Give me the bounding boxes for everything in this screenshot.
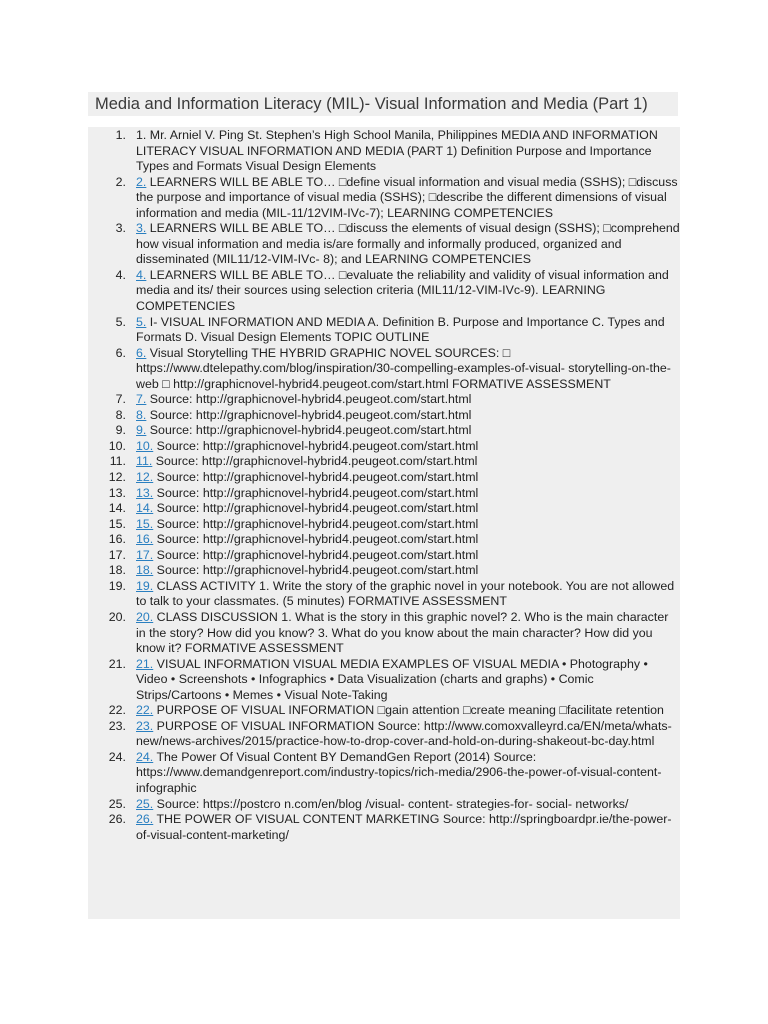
list-item — [100, 315, 680, 346]
slide-link[interactable]: 3. — [136, 221, 147, 236]
item-text: PURPOSE OF VISUAL INFORMATION □gain attention □create meaning □facilitate retention — [153, 703, 664, 718]
item-number: 10. — [108, 438, 126, 453]
item-number: 17. — [108, 547, 126, 562]
slide-link[interactable]: 6. — [136, 345, 147, 360]
slide-link[interactable]: 25. — [136, 796, 154, 811]
list-item — [100, 221, 680, 268]
item-number: 4. — [115, 267, 126, 282]
list-item — [100, 439, 680, 455]
item-text: Visual Storytelling THE HYBRID GRAPHIC NOVEL SOURCES: □ https://www.dtelepathy.com/blog/inspiration/30-compelling-examples-of-visual- storytelling-on-the-web □ http://graphicnovel-hybrid4.peugeot.com/start.html FORMATIVE ASSESSMENT — [136, 345, 671, 391]
item-number: 5. — [115, 314, 126, 329]
item-text: The Power Of Visual Content BY DemandGen Report (2014) Source: https://www.demandgenreport.com/industry-topics/rich-media/2906-the-power-of-visual-content-infographic — [136, 749, 662, 795]
list-item — [100, 703, 680, 719]
list-item — [100, 268, 680, 315]
item-number: 20. — [108, 609, 126, 624]
item-text: Source: http://graphicnovel-hybrid4.peugeot.com/start.html — [153, 532, 479, 547]
slide-link[interactable]: 4. — [136, 267, 147, 282]
slide-link[interactable]: 11. — [136, 454, 153, 469]
slide-link[interactable]: 21. — [136, 656, 154, 671]
item-number: 25. — [108, 796, 126, 811]
item-number: 11. — [109, 454, 126, 469]
list-item — [100, 610, 680, 657]
list-item — [100, 517, 680, 533]
item-text: Source: http://graphicnovel-hybrid4.peugeot.com/start.html — [153, 547, 479, 562]
item-text: CLASS ACTIVITY 1. Write the story of the graphic novel in your notebook. You are not allowed to talk to your classmates. (5 minutes) FORMATIVE ASSESSMENT — [136, 578, 675, 609]
item-text: Source: http://graphicnovel-hybrid4.peugeot.com/start.html — [153, 438, 479, 453]
list-item — [100, 797, 680, 813]
slide-link[interactable]: 7. — [136, 392, 147, 407]
slide-link[interactable]: 12. — [136, 470, 154, 485]
item-text: VISUAL INFORMATION VISUAL MEDIA EXAMPLES OF VISUAL MEDIA • Photography • Video • Screenshots • Infographics • Data Visualization (charts and graphs) • Comic Strips/Cartoons • Memes • Visual Note-Taking — [136, 656, 648, 702]
slide-link[interactable]: 20. — [136, 609, 154, 624]
item-text: THE POWER OF VISUAL CONTENT MARKETING Source: http://springboardpr.ie/the-power-of-visual-content-marketing/ — [136, 812, 672, 842]
item-text: Source: http://graphicnovel-hybrid4.peugeot.com/start.html — [153, 516, 479, 531]
item-number: 2. — [115, 174, 126, 189]
slide-link[interactable]: 9. — [136, 423, 147, 438]
item-text: LEARNERS WILL BE ABLE TO… □evaluate the reliability and validity of visual information and media and its/ their sources using selection criteria (MIL11/12-VIM-IVc-9). LEARNING COMPETENCIES — [136, 267, 669, 314]
list-item — [100, 454, 680, 470]
item-number: 14. — [108, 501, 126, 516]
list-item — [100, 175, 680, 222]
slide-list — [100, 128, 680, 843]
item-text: Source: https://postcro n.com/en/blog /visual- content- strategies-for- social- networks/ — [153, 796, 629, 811]
item-number: 26. — [108, 812, 126, 827]
list-item — [100, 470, 680, 486]
list-item — [100, 128, 680, 175]
list-item — [100, 408, 680, 424]
item-text: I- VISUAL INFORMATION AND MEDIA A. Definition B. Purpose and Importance C. Types and Formats D. Visual Design Elements TOPIC OUTLINE — [136, 314, 665, 345]
slide-link[interactable]: 14. — [136, 501, 154, 516]
item-number: 3. — [115, 221, 126, 236]
item-number: 21. — [108, 656, 126, 671]
slide-link[interactable]: 8. — [136, 407, 147, 422]
item-number: 9. — [115, 423, 126, 438]
item-number: 12. — [108, 470, 126, 485]
slide-link[interactable]: 17. — [136, 547, 154, 562]
list-item — [100, 501, 680, 517]
item-number: 18. — [108, 563, 126, 578]
item-text: Source: http://graphicnovel-hybrid4.peugeot.com/start.html — [153, 563, 479, 578]
item-number: 6. — [115, 345, 126, 360]
item-text: Source: http://graphicnovel-hybrid4.peugeot.com/start.html — [152, 454, 478, 469]
list-item — [100, 548, 680, 564]
item-text: 1. Mr. Arniel V. Ping St. Stephen’s High School Manila, Philippines MEDIA AND INFORMATION LITERACY VISUAL INFORMATION AND MEDIA (PART 1) Definition Purpose and Importance Types and Formats Visual Design Elements — [136, 128, 658, 174]
item-text: LEARNERS WILL BE ABLE TO… □define visual information and visual media (SSHS); □discuss the purpose and importance of visual media (SSHS); □describe the different dimensions of visual information and media (MIL-11/12VIM-IVc-7); LEARNING COMPETENCIES — [136, 174, 678, 220]
list-item — [100, 486, 680, 502]
slide-link[interactable]: 10. — [136, 438, 154, 453]
item-text: LEARNERS WILL BE ABLE TO… □discuss the elements of visual design (SSHS); □comprehend how visual information and media is/are formally and informally produced, organized and disseminated (MIL11/12-VIM-IVc- 8); and LEARNING COMPETENCIES — [136, 221, 680, 267]
list-item — [100, 579, 680, 610]
item-number: 1. — [115, 128, 126, 142]
item-text: Source: http://graphicnovel-hybrid4.peugeot.com/start.html — [146, 423, 472, 438]
slide-link[interactable]: 16. — [136, 532, 154, 547]
item-number: 22. — [108, 703, 126, 718]
slide-link[interactable]: 5. — [136, 314, 147, 329]
list-item — [100, 563, 680, 579]
item-number: 16. — [108, 532, 126, 547]
item-text: PURPOSE OF VISUAL INFORMATION Source: http://www.comoxvalleyrd.ca/EN/meta/whats-new/news-archives/2015/practice-how-to-drop-cover-and-hold-on-during-shakeout-bc-day.html — [136, 718, 672, 749]
item-number: 23. — [108, 718, 126, 733]
list-item — [100, 750, 680, 797]
page-title: Media and Information Literacy (MIL)- Visual Information and Media (Part 1) — [95, 95, 648, 113]
item-text: Source: http://graphicnovel-hybrid4.peugeot.com/start.html — [146, 407, 472, 422]
item-number: 7. — [115, 392, 126, 407]
list-item — [100, 719, 680, 750]
item-number: 24. — [108, 749, 126, 764]
slide-link[interactable]: 19. — [136, 578, 154, 593]
list-item — [100, 657, 680, 704]
slide-link[interactable]: 24. — [136, 749, 154, 764]
item-number: 15. — [108, 516, 126, 531]
item-text: Source: http://graphicnovel-hybrid4.peugeot.com/start.html — [146, 392, 472, 407]
slide-link[interactable]: 22. — [136, 703, 154, 718]
list-item — [100, 346, 680, 393]
slide-link[interactable]: 13. — [136, 485, 154, 500]
slide-link[interactable]: 23. — [136, 718, 154, 733]
slide-link[interactable]: 2. — [136, 174, 147, 189]
slide-link[interactable]: 15. — [136, 516, 154, 531]
item-text: CLASS DISCUSSION 1. What is the story in this graphic novel? 2. Who is the main character in the story? How did you know? 3. What do you know about the main character? How did you know it? FORMATIVE ASSESSMENT — [136, 609, 669, 656]
list-item — [100, 392, 680, 408]
slide-link[interactable]: 18. — [136, 563, 154, 578]
list-item — [100, 812, 680, 843]
item-number: 8. — [115, 407, 126, 422]
slide-link[interactable]: 26. — [136, 812, 154, 827]
list-item — [100, 532, 680, 548]
item-text: Source: http://graphicnovel-hybrid4.peugeot.com/start.html — [153, 501, 479, 516]
item-text: Source: http://graphicnovel-hybrid4.peugeot.com/start.html — [153, 485, 479, 500]
item-number: 13. — [108, 485, 126, 500]
item-number: 19. — [108, 578, 126, 593]
list-item — [100, 423, 680, 439]
item-text: Source: http://graphicnovel-hybrid4.peugeot.com/start.html — [153, 470, 479, 485]
